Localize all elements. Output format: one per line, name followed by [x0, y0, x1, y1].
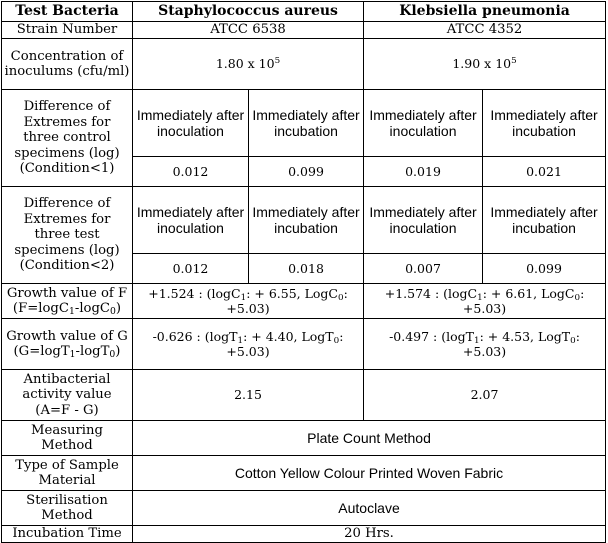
test-value-3: 0.007 [364, 254, 483, 284]
control-label: Difference of Extremes for three control specimens (log) (Condition<1) [2, 90, 133, 187]
test-heading-2: Immediately after incubation [249, 187, 364, 254]
growth-f-value-2 [364, 284, 606, 319]
growth-f-v2-b: : + 6.61, LogC [482, 285, 575, 301]
strain-label: Strain Number [2, 22, 133, 39]
growth-f-v1-b: : + 6.55, LogC [246, 285, 338, 301]
growth-f-label-sub1: 1 [68, 306, 75, 317]
control-heading-3: Immediately after inoculation [364, 90, 483, 157]
sterilisation-value: Autoclave [133, 491, 606, 526]
control-value-1: 0.012 [133, 157, 249, 187]
control-value-3: 0.019 [364, 157, 483, 187]
control-heading-4: Immediately after incubation [483, 90, 606, 157]
sterilisation-label: Sterilisation Method [2, 491, 133, 526]
test-heading-3: Immediately after inoculation [364, 187, 483, 254]
control-value-4: 0.021 [483, 157, 606, 187]
material-row [2, 456, 606, 491]
control-value-2: 0.099 [249, 157, 364, 187]
growth-f-v1-sub1: 1 [240, 292, 247, 303]
control-heading-2: Immediately after incubation [249, 90, 364, 157]
test-value-1: 0.012 [133, 254, 249, 284]
control-heading-1: Immediately after inoculation [133, 90, 249, 157]
growth-g-label-b: -logT [75, 344, 110, 359]
strain-value-1: ATCC 6538 [133, 22, 364, 39]
growth-f-value-1 [133, 284, 364, 319]
growth-f-v2-c: : +5.03) [462, 285, 585, 316]
test-label: Difference of Extremes for three test specimens (log) (Condition<2) [2, 187, 133, 284]
growth-f-row [2, 284, 606, 319]
growth-g-v2-a: -0.497 : (logT [389, 328, 474, 344]
strain-row [2, 22, 606, 39]
growth-f-v1-c: : +5.03) [226, 285, 348, 316]
growth-g-v2-c: : +5.03) [462, 328, 580, 359]
growth-g-v2-sub1: 1 [473, 335, 480, 346]
test-heading-4: Immediately after incubation [483, 187, 606, 254]
growth-g-label-a: Growth value of G (G=logT [6, 328, 128, 359]
antibacterial-row [2, 370, 606, 421]
header-staphylococcus: Staphylococcus aureus [133, 2, 364, 22]
antibacterial-test-table [1, 1, 606, 543]
growth-f-label-b: (F=logC [12, 301, 69, 316]
control-header-row [2, 90, 606, 157]
concentration-value-2 [364, 39, 606, 90]
growth-g-v1-sub1: 1 [237, 335, 244, 346]
incubation-label: Incubation Time [2, 526, 133, 543]
growth-f-label-c: -logC [74, 301, 111, 316]
growth-f-label-d: ) [115, 301, 122, 316]
measuring-row [2, 421, 606, 456]
concentration-value-2-base: 1.90 x 10 [452, 56, 512, 72]
growth-g-v1-b: : + 4.40, LogT [243, 328, 334, 344]
measuring-label: Measuring Method [2, 421, 133, 456]
header-test-bacteria: Test Bacteria [2, 2, 133, 22]
growth-g-v2-sub2: 0 [570, 335, 576, 346]
growth-g-v1-c: : +5.03) [226, 328, 344, 359]
test-header-row [2, 187, 606, 254]
growth-g-label-sub2: 0 [109, 349, 116, 360]
antibacterial-label: Antibacterial activity value (A=F - G) [2, 370, 133, 421]
growth-g-v1-a: -0.626 : (logT [152, 328, 238, 344]
concentration-label: Concentration of inoculums (cfu/ml) [2, 39, 133, 90]
concentration-value-1-base: 1.80 x 10 [215, 56, 275, 72]
antibacterial-value-1: 2.15 [133, 370, 364, 421]
concentration-value-1 [133, 39, 364, 90]
growth-g-row [2, 319, 606, 370]
measuring-value: Plate Count Method [133, 421, 606, 456]
test-value-2: 0.018 [249, 254, 364, 284]
concentration-value-1-exponent: 5 [274, 56, 281, 67]
growth-f-v2-a: +1.574 : (logC [384, 285, 478, 301]
growth-g-v1-sub2: 0 [333, 335, 340, 346]
material-value: Cotton Yellow Colour Printed Woven Fabric [133, 456, 606, 491]
growth-f-label [2, 284, 133, 319]
growth-g-label-c: ) [115, 344, 121, 359]
growth-f-label-sub2: 0 [110, 306, 116, 317]
incubation-row [2, 526, 606, 543]
material-label: Type of Sample Material [2, 456, 133, 491]
concentration-row [2, 39, 606, 90]
growth-f-label-a: Growth value of F [6, 285, 128, 301]
concentration-value-2-exponent: 5 [511, 56, 517, 67]
growth-g-label-sub1: 1 [69, 349, 76, 360]
incubation-value: 20 Hrs. [133, 526, 606, 543]
growth-f-v2-sub2: 0 [574, 292, 581, 303]
growth-f-v2-sub1: 1 [477, 292, 483, 303]
test-heading-1: Immediately after inoculation [133, 187, 249, 254]
antibacterial-value-2: 2.07 [364, 370, 606, 421]
test-value-4: 0.099 [483, 254, 606, 284]
growth-f-v1-a: +1.524 : (logC [148, 285, 241, 301]
growth-g-v2-b: : + 4.53, LogT [479, 328, 571, 344]
header-row [2, 2, 606, 22]
sterilisation-row [2, 491, 606, 526]
growth-f-v1-sub2: 0 [338, 292, 344, 303]
growth-g-label [2, 319, 133, 370]
strain-value-2: ATCC 4352 [364, 22, 606, 39]
growth-g-value-1 [133, 319, 364, 370]
growth-g-value-2 [364, 319, 606, 370]
header-klebsiella: Klebsiella pneumonia [364, 2, 606, 22]
